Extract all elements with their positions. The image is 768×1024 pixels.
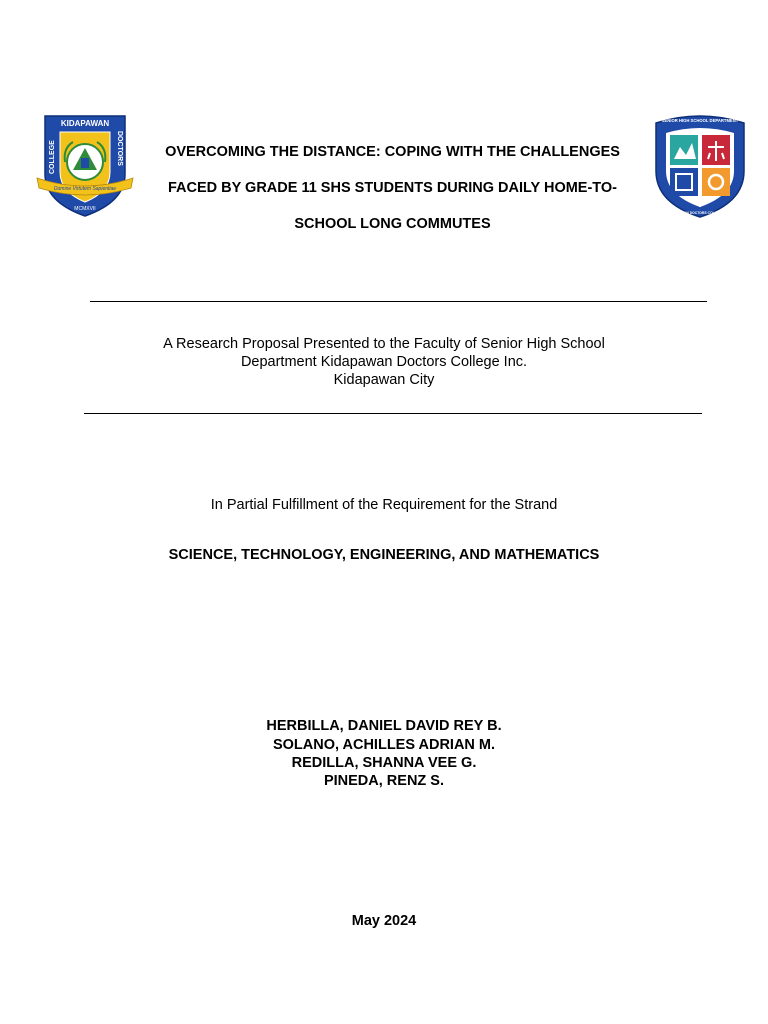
fulfillment-text: In Partial Fulfillment of the Requirement for the Strand [210,497,558,513]
shs-logo-bottom-text: KIDAPAWAN DOCTORS COLLEGE INC. [668,211,732,215]
kdci-logo-left-text: COLLEGE [49,140,56,174]
kdci-logo-right-text: DOCTORS [116,131,123,166]
shs-logo-top-text: SENIOR HIGH SCHOOL DEPARTMENT [661,118,739,123]
title-line-3: SCHOOL LONG COMMUTES [294,216,491,232]
top-divider [90,301,707,302]
author-name: PINEDA, RENZ S. [323,773,445,789]
proposal-line-2: Department Kidapawan Doctors College Inc. [240,354,528,370]
author-name: REDILLA, SHANNA VEE G. [291,755,477,771]
submission-date: May 2024 [351,913,417,929]
shs-logo-arc-top-text [652,113,726,114]
kdci-logo-ribbon-text: Domine Virtutem Sapientiae [53,186,117,192]
kdci-college-logo [35,114,135,218]
kdci-logo-year-text: MCMXVII [74,206,96,212]
author-name: HERBILLA, DANIEL DAVID REY B. [266,718,502,734]
kdci-logo-top-text: KIDAPAWAN [60,119,110,128]
proposal-line-1: A Research Proposal Presented to the Faculty of Senior High School [163,336,605,352]
shs-department-logo [652,113,748,219]
strand-name: SCIENCE, TECHNOLOGY, ENGINEERING, AND MATHEMATICS [168,547,600,563]
author-name: SOLANO, ACHILLES ADRIAN M. [272,737,496,753]
title-line-1: OVERCOMING THE DISTANCE: COPING WITH THE CHALLENGES [165,144,620,160]
bottom-divider [84,413,702,414]
proposal-line-3: Kidapawan City [333,372,435,388]
title-line-2: FACED BY GRADE 11 SHS STUDENTS DURING DAILY HOME-TO- [167,180,618,196]
